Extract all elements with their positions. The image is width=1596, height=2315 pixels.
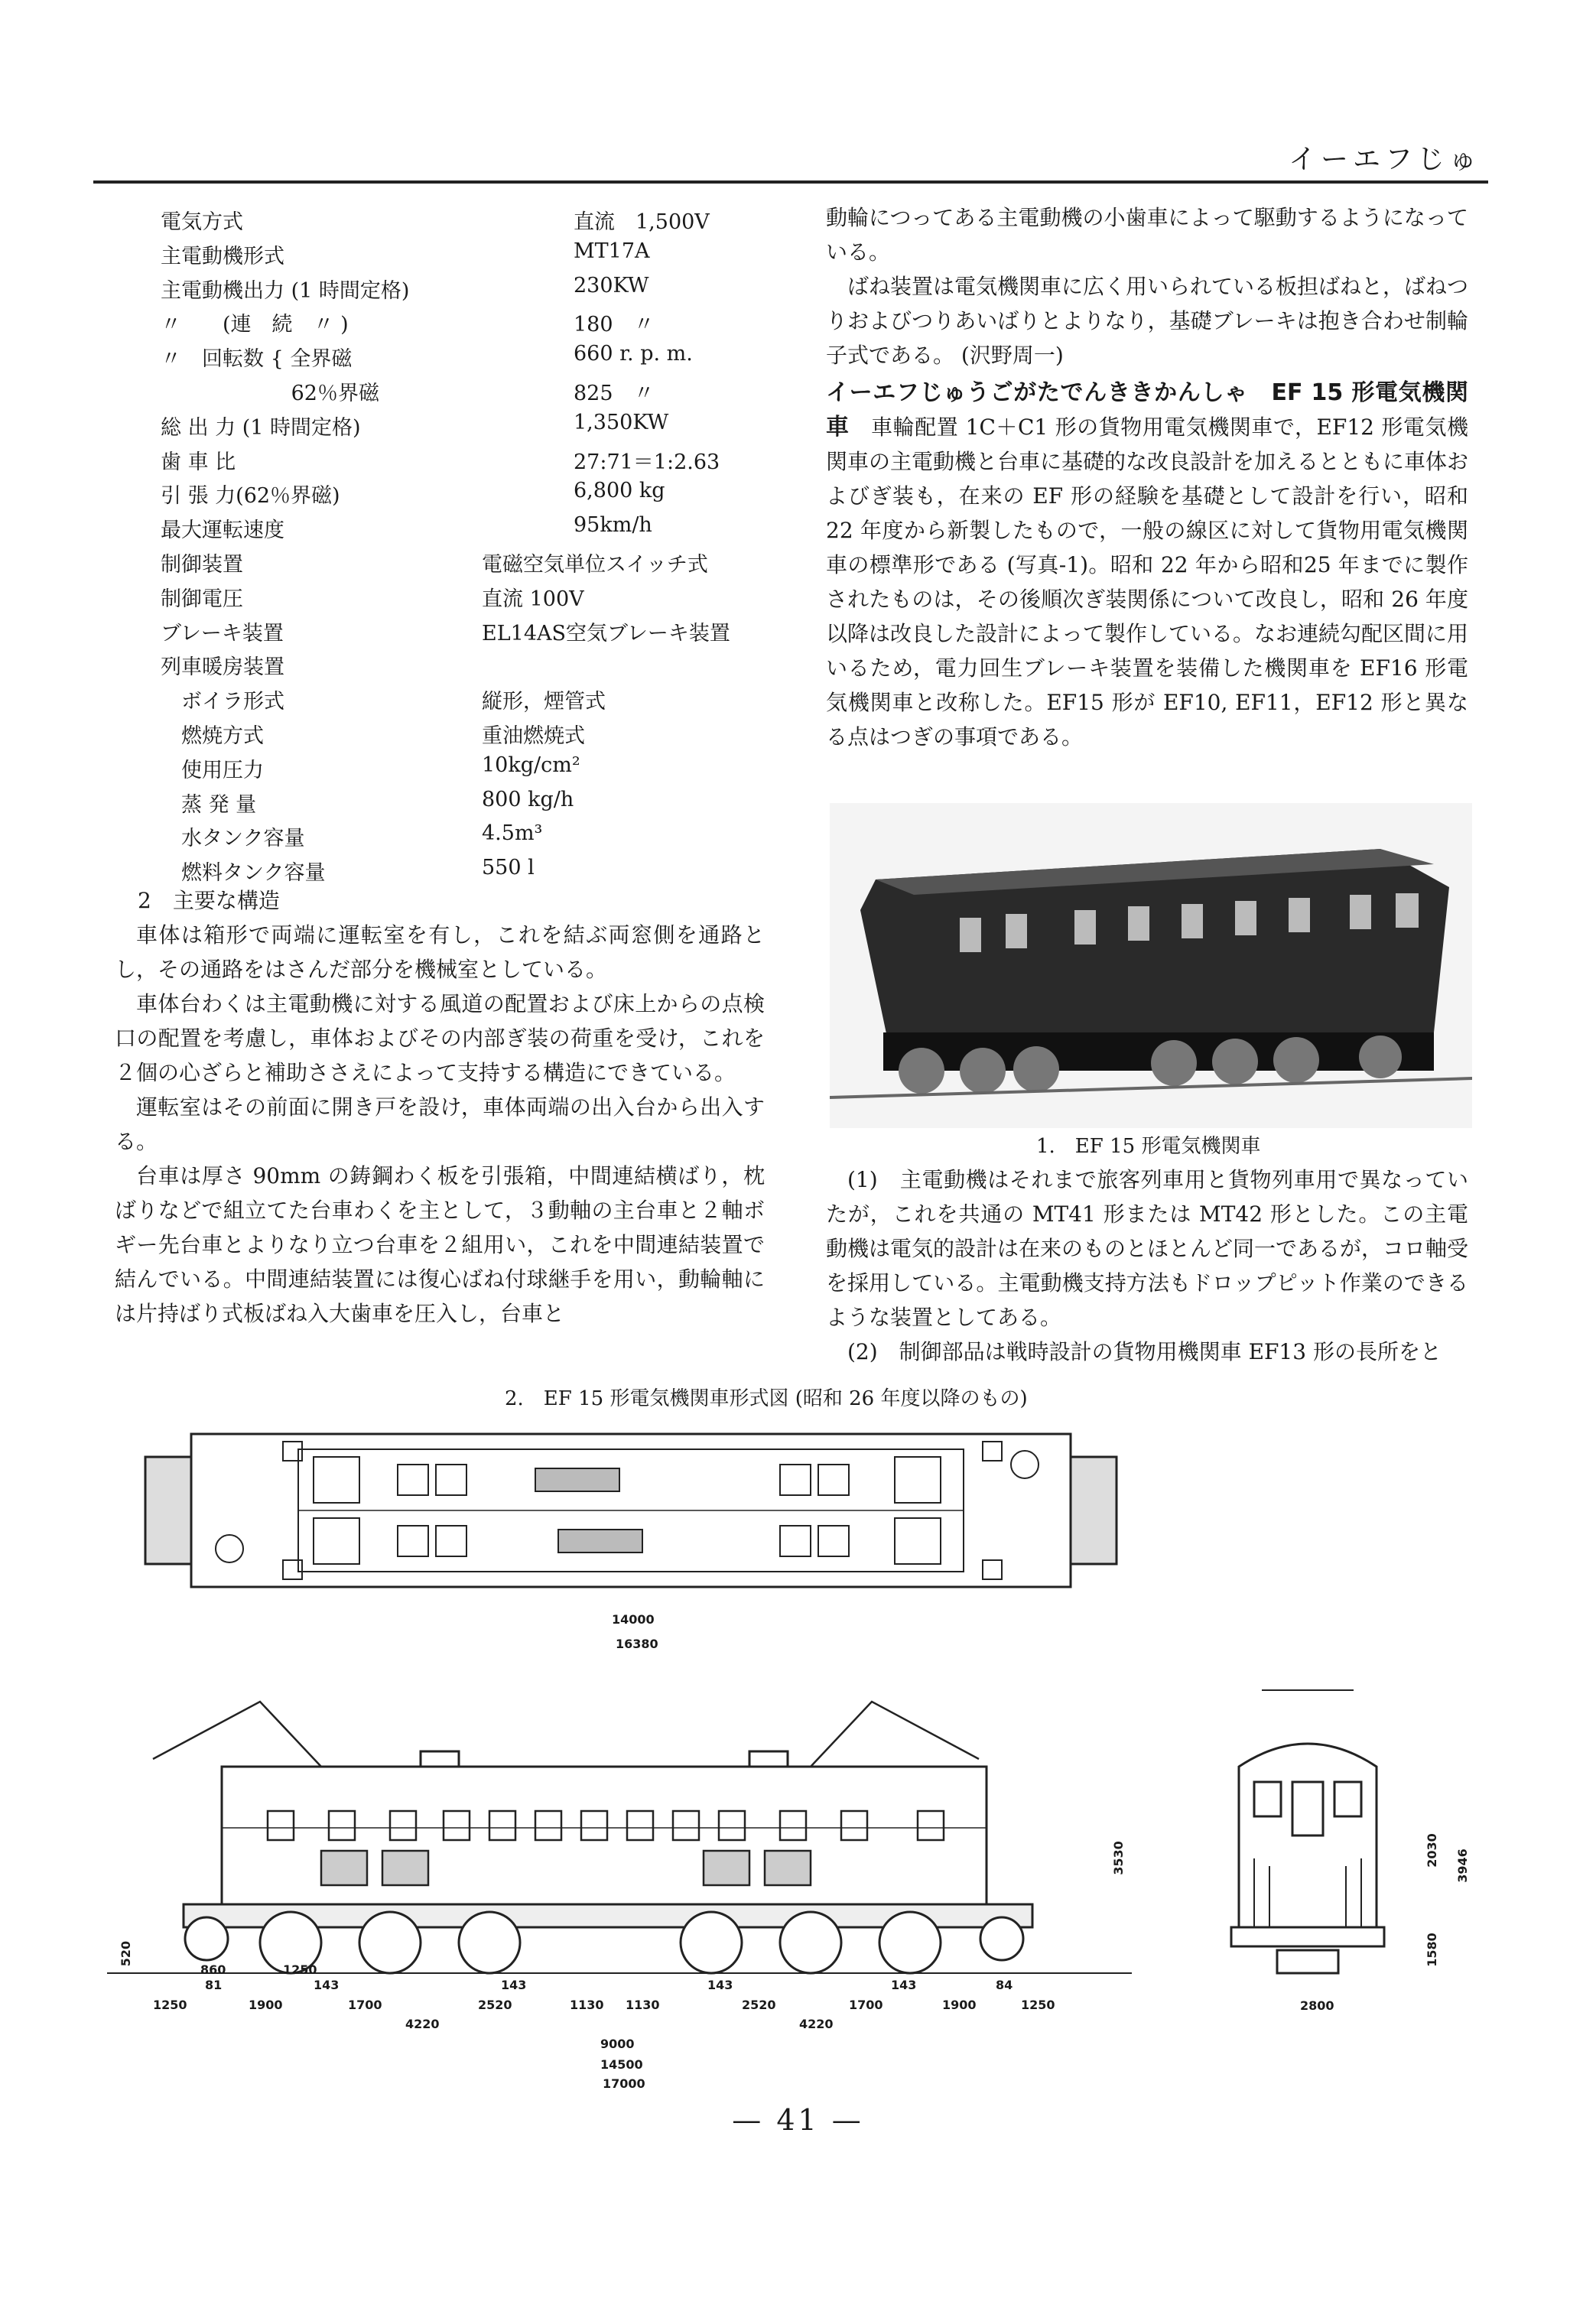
left-column-text xyxy=(115,883,765,1331)
spec-value: 230KW xyxy=(574,274,649,298)
spec-value: 縦形，煙管式 xyxy=(482,690,606,714)
paragraph: 車体台わくは主電動機に対する風道の配置および床上からの点検口の配置を考慮し，車体およびその内部ぎ装の荷重を受け，これを２個の心ざらと補助ささえによって支持する構造にできている。 xyxy=(115,991,765,1085)
spec-label: 総 出 力 (1 時間定格) xyxy=(161,416,361,440)
wheel-label: 143 xyxy=(314,1978,340,1992)
spec-label: 制御電圧 xyxy=(161,587,243,611)
side-dim-group: 4220 xyxy=(405,2017,440,2031)
spec-value: 660 r. p. m. xyxy=(574,342,693,366)
spec-label: 列車暖房装置 xyxy=(161,655,284,679)
paragraph: 動輪につってある主電動機の小歯車によって駆動するようになっている。 xyxy=(826,205,1468,265)
spec-label: 水タンク容量 xyxy=(161,827,305,850)
paragraph: 運転室はその前面に開き戸を設け，車体両端の出入台から出入する。 xyxy=(115,1094,765,1154)
spec-value: 800 kg/h xyxy=(482,788,574,811)
plan-dim-16380: 16380 xyxy=(616,1637,658,1651)
side-dim: 2520 xyxy=(742,1998,776,2012)
spec-label: 主電動機形式 xyxy=(161,245,284,268)
end-dim: 2800 xyxy=(1300,1998,1334,2013)
side-dim: 1900 xyxy=(249,1998,283,2012)
spec-value: 電磁空気単位スイッチ式 xyxy=(482,553,708,577)
wheel-label: 143 xyxy=(891,1978,917,1992)
wheel-label: 143 xyxy=(501,1978,527,1992)
spec-label: 主電動機出力 (1 時間定格) xyxy=(161,279,410,303)
plan-view-drawing xyxy=(130,1426,1124,1614)
figure-caption: 2. EF 15 形電気機関車形式図 (昭和 26 年度以降のもの) xyxy=(505,1387,1028,1410)
side-dim: 1130 xyxy=(626,1998,660,2012)
paragraph: 車体は箱形で両端に運転室を有し，これを結ぶ両窓側を通路とし，その通路をはさんだ部分を機械室としている。 xyxy=(115,922,765,982)
spec-label: 燃焼方式 xyxy=(161,724,264,748)
end-dim: 2030 xyxy=(1424,1833,1439,1868)
side-dim: 1250 xyxy=(1021,1998,1055,2012)
header-rule xyxy=(93,180,1488,184)
right-column-bottom-text xyxy=(826,1162,1468,1369)
side-dim: 1700 xyxy=(348,1998,382,2012)
spec-label: 最大運転速度 xyxy=(161,519,284,542)
spec-value: 6,800 kg xyxy=(574,479,665,502)
spec-value: 180 〃 xyxy=(574,313,655,337)
spec-label: 引 張 力(62％界磁) xyxy=(161,484,340,508)
section-title: 2 主要な構造 xyxy=(138,888,280,913)
photo-caption: 1. EF 15 形電気機関車 xyxy=(1036,1135,1261,1158)
paragraph: ばね装置は電気機関車に広く用いられている板担ばねと，ばねつりおよびつりあいばりとよりなり，基礎ブレーキは抱き合わせ制輪子式である。 (沢野周一) xyxy=(826,274,1469,368)
spec-label: 〃 (連 続 〃 ) xyxy=(161,313,349,337)
end-dim: 3946 xyxy=(1455,1848,1470,1883)
spec-value: MT17A xyxy=(574,239,650,263)
spec-label: 歯 車 比 xyxy=(161,450,236,474)
side-dim-group: 14500 xyxy=(600,2057,643,2072)
spec-label: 電気方式 xyxy=(161,210,243,234)
spec-value: 重油燃焼式 xyxy=(482,724,585,748)
wheel-label: 81 xyxy=(205,1978,223,1992)
side-dim: 1900 xyxy=(942,1998,977,2012)
spec-value: 95km/h xyxy=(574,513,652,537)
paragraph: (2) 制御部品は戦時設計の貨物用機関車 EF13 形の長所をと xyxy=(847,1339,1442,1364)
spec-value: EL14AS空気ブレーキ装置 xyxy=(482,622,730,645)
spec-label: 燃料タンク容量 xyxy=(161,861,326,885)
spec-label: ボイラ形式 xyxy=(161,690,284,714)
spec-value: 27:71＝1:2.63 xyxy=(574,450,720,474)
side-dim: 2520 xyxy=(478,1998,512,2012)
spec-label: 使用圧力 xyxy=(161,759,264,782)
wheel-label: 84 xyxy=(996,1978,1013,1992)
spec-value: 直流 1,500V xyxy=(574,210,710,234)
encyclopedia-entry xyxy=(826,376,1468,754)
side-dim-group: 9000 xyxy=(600,2037,635,2051)
entry-heading: イーエフじゅうごがたでんききかんしゃ EF 15 形電気機関車 xyxy=(826,379,1468,441)
entry-text: 車輪配置 1C＋C1 形の貨物用電気機関車で，EF12 形電気機関車の主電動機と台車に基礎的な改良設計を加えるとともに車体およびぎ装も，在来の EF 形の経験を基礎として設計を行い，昭和 22 年度から新製したもので，一般の線区に対して貨物用電気機関車の標準形である (写真-1)。昭和 22 年から昭和25 年までに製作されたものは，その後順次ぎ装関係について改良し，昭和 26 年度以降は改良した設計によって製作している。なお連続勾配区間に用いるため，電力回生ブレーキ装置を装備した機関車を EF16 形電気機関車と改称した。EF15 形が EF10, EF11，EF12 形と異なる点はつぎの事項である。 xyxy=(826,415,1469,749)
wheel-label: 1250 xyxy=(283,1962,317,1977)
end-dim: 1580 xyxy=(1424,1933,1439,1967)
spec-label: 〃 回転数 { 全界磁 xyxy=(161,347,353,371)
side-elevation-drawing xyxy=(107,1660,1132,1981)
height-dim-3530: 3530 xyxy=(1110,1841,1126,1875)
side-dim: 1250 xyxy=(153,1998,187,2012)
spec-value: 10kg/cm² xyxy=(482,753,580,777)
running-header: イーエフじゅ xyxy=(1288,144,1481,175)
wheel-label: 860 xyxy=(200,1962,226,1977)
paragraph: 台車は厚さ 90mm の鋳鋼わく板を引張箱，中間連結横ばり，枕ばりなどで組立てた台車わくを主として，３動軸の主台車と２軸ボギー先台車とよりなり立つ台車を２組用い，これを中間連結装置で結んでいる。中間連結装置には復心ばね付球継手を用い，動輪軸には片持ばり式板ばね入大歯車を圧入し，台車と xyxy=(115,1163,765,1326)
right-column-top-text xyxy=(826,200,1468,754)
spec-value: 825 〃 xyxy=(574,382,655,405)
paragraph: (1) 主電動機はそれまで旅客列車用と貨物列車用で異なっていたが，これを共通の MT41 形または MT42 形とした。この主電動機は電気的設計は在来のものとほとんど同一であるが，コロ軸受を採用している。主電動機支持方法もドロップピット作業のできるような装置としてある。 xyxy=(826,1167,1469,1330)
spec-value: 直流 100V xyxy=(482,587,584,611)
side-dim-group: 17000 xyxy=(603,2076,645,2091)
side-dim-group: 4220 xyxy=(799,2017,834,2031)
height-dim-520: 520 xyxy=(119,1940,134,1967)
spec-label: ブレーキ装置 xyxy=(161,622,284,645)
page-number: — 41 — xyxy=(732,2103,864,2137)
spec-value: 4.5m³ xyxy=(482,821,543,845)
side-dim: 1700 xyxy=(849,1998,883,2012)
spec-value: 1,350KW xyxy=(574,411,669,434)
locomotive-photo xyxy=(830,803,1472,1128)
spec-label: 制御装置 xyxy=(161,553,243,577)
spec-label: 蒸 発 量 xyxy=(161,793,257,817)
spec-label: 62％界磁 xyxy=(161,382,379,405)
side-dim: 1130 xyxy=(570,1998,604,2012)
wheel-label: 143 xyxy=(707,1978,733,1992)
end-elevation-drawing xyxy=(1216,1675,1399,1981)
plan-dim-14000: 14000 xyxy=(612,1612,655,1627)
spec-value: 550 l xyxy=(482,856,535,880)
